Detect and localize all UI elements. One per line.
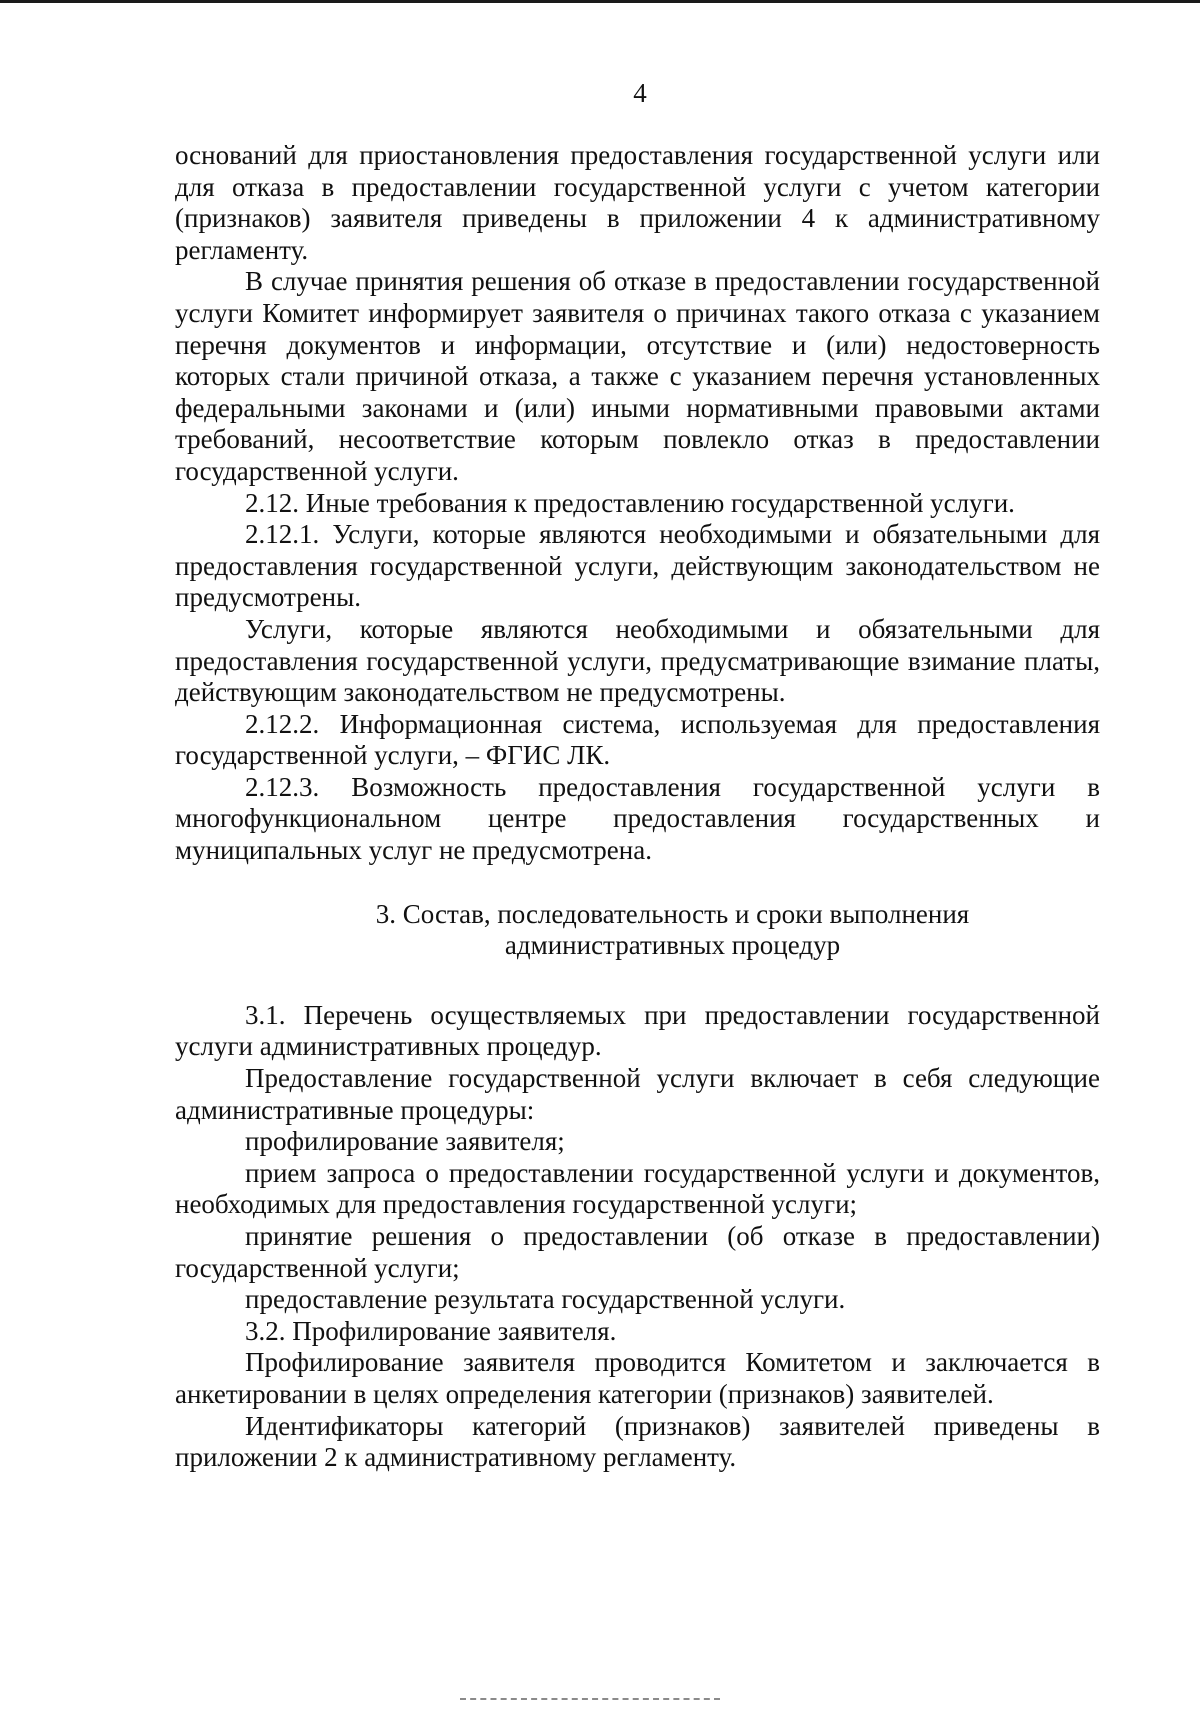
paragraph-3-2: 3.2. Профилирование заявителя. [245,1315,617,1346]
paragraph-identifiers: Идентификаторы категорий (признаков) заявителей приведены в приложении 2 к административному регламенту. [175,1410,1100,1473]
page-top-edge [0,0,1200,3]
list-item-request-intake: прием запроса о предоставлении государственной услуги и документов, необходимых для предоставления государственной услуги; [175,1157,1100,1220]
section-heading-line-1: 3. Состав, последовательность и сроки выполнения [375,898,970,929]
paragraph-refusal-decision: В случае принятия решения об отказе в предоставлении государственной услуги Комитет информирует заявителя о причинах такого отказа с указанием перечня документов и информации, отсутствие и (или) недостоверность которых стали причиной отказа, а также с указанием перечня установленных федеральными законами и (или) иными нормативными правовыми актами требований, несоответствие которым повлекло отказ в предоставлении государственной услуги. [175,266,1100,486]
paragraph-3-1: 3.1. Перечень осуществляемых при предоставлении государственной услуги административных процедур. [175,999,1100,1062]
list-item-decision: принятие решения о предоставлении (об отказе в предоставлении) государственной услуги; [175,1221,1100,1283]
page-number: 4 [633,78,647,108]
section-heading [175,899,1100,962]
paragraph-2-12-3: 2.12.3. Возможность предоставления государственной услуги в многофункциональном центре предоставления государственных и муниципальных услуг не предусмотрена. [175,771,1100,866]
section-heading-line-2: административных процедур [504,930,841,961]
paragraph-procedures-intro: Предоставление государственной услуги включает в себя следующие административные процедуры: [175,1063,1100,1125]
list-item-profiling: профилирование заявителя; [245,1126,565,1157]
paragraph-continuation: оснований для приостановления предоставления государственной услуги или для отказа в предоставлении государственной услуги с учетом категории (признаков) заявителя приведены в приложении 4 к административному регламенту. [175,140,1100,265]
scan-footer-marks [460,1698,720,1702]
paragraph-profiling-description: Профилирование заявителя проводится Комитетом и заключается в анкетировании в целях определения категории (признаков) заявителей. [175,1347,1100,1409]
paragraph-2-12: 2.12. Иные требования к предоставлению государственной услуги. [245,487,1015,518]
document-body [175,140,1100,1474]
paragraph-2-12-1: 2.12.1. Услуги, которые являются необходимыми и обязательными для предоставления государственной услуги, действующим законодательством не предусмотрены. [175,519,1100,613]
list-item-result: предоставление результата государственной услуги. [245,1284,846,1315]
paragraph-2-12-2: 2.12.2. Информационная система, используемая для предоставления государственной услуги, – ФГИС ЛК. [175,708,1100,771]
paragraph-paid-services: Услуги, которые являются необходимыми и обязательными для предоставления государственной услуги, предусматривающие взимание платы, действующим законодательством не предусмотрены. [175,613,1100,708]
